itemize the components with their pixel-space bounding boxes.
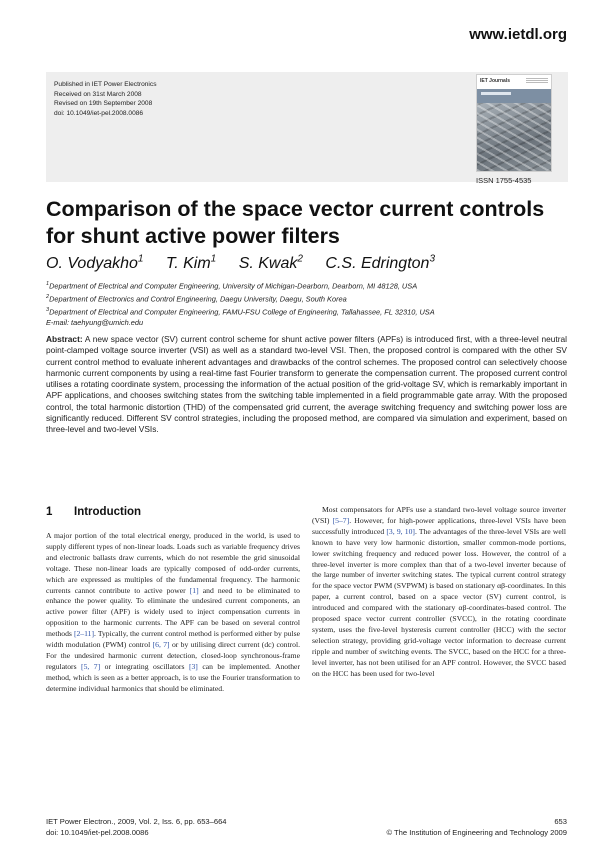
abstract [46,334,567,435]
author: O. Vodyakho$^1$ [46,254,144,273]
affiliations [46,279,435,329]
issn: ISSN 1755-4535 [476,176,532,185]
section-heading [46,506,141,518]
publication-info [54,80,157,118]
page-number: 653 [554,817,567,826]
citation-link[interactable]: [1] [189,585,199,595]
paper-title: Comparison of the space vector current controls for shunt active power filters [46,197,545,248]
citation-link[interactable]: [2–11] [73,629,95,639]
pubinfo-revised: Revised on 19th September 2008 [54,100,153,108]
pubinfo-doi: doi: 10.1049/iet-pel.2008.0086 [54,109,144,117]
copyright: © The Institution of Engineering and Technology 2009 [386,828,567,837]
abstract-label: Abstract: [46,334,83,344]
pubinfo-received: Received on 31st March 2008 [54,90,142,98]
pubinfo-journal: Published in IET Power Electronics [54,81,157,88]
site-url[interactable]: www.ietdl.org [469,26,567,43]
section-number: 1 [46,506,53,518]
footer-right [386,816,567,838]
affiliation: $^3$Department of Electrical and Computer Engineering, FAMU-FSU College of Engineering, Tallahassee, FL 32310, USA [46,307,435,317]
body-column-left [46,531,300,695]
author: C.S. Edrington$^3$ [325,254,436,273]
citation-link[interactable]: [3] [188,661,198,671]
contact-email[interactable]: E-mail: taehyung@umich.edu [46,318,144,328]
affiliation: $^1$Department of Electrical and Computer Engineering, University of Michigan-Dearborn, Dearborn, MI 48128, USA [46,281,418,291]
author: S. Kwak$^2$ [238,254,303,273]
footer-doi: doi: 10.1049/iet-pel.2008.0086 [46,828,149,837]
cover-brand: IET Journals [480,78,511,84]
citation-link[interactable]: [5, 7] [81,661,101,671]
paragraph: Most compensators for APFs use a standard two-level voltage source inverter (VSI) [5–7]. However, for high-power applications, three-level VSIs have been successfully introduced [3, 9, 10]. The advantages of the three-level VSIs are well known to have very low harmonic distortion, smaller common-mode portions, lower switching frequency and reduced power loss. However, the control of a three-level inverter is more complex than that of a two-level inverter because of the large number of inverter switching states. The typical current control strategy for the space vector PWM (SVPWM) is based on stationary αβ-coordinates. In this paper, a current control, based on a space vector (SV) current control, is introduced and compared with the stationary αβ-coordinates-based control. The proposed space vector current controller (SVCC), in the rotating coordinate system, uses the five-level hysteresis current controller (HCC) with the sector selection strategy, providing grid-voltage vector information to decrease current ripple and number of switching events. The SVCC, based on the HCC for a three-level inverter, has not been utilised for an APF control. However, the SVCC based on the HCC has been used for two-level [312,505,567,678]
author: T. Kim$^1$ [165,254,217,273]
citation-link[interactable]: [3, 9, 10] [386,526,415,536]
body-column-right [312,505,566,680]
paragraph: A major portion of the total electrical energy, produced in the world, is used to supply different types of non-linear loads. Loads such as variable frequency drives and electronic ballasts draw currents, which do not resemble the grid sinusoidal voltage. These non-linear loads are typically composed of odd-order currents, which are expressed as multiples of the fundamental frequency. The harmonic currents cannot contribute to active power [1] and need to be eliminated to enhance the power quality. To eliminate the undesired current components, an active power filter (APF) is widely used to inject compensation currents in opposition to the harmonic currents. The APF can be based on several control methods [2–11]. Typically, the current control method is performed either by pulse width modulation (PWM) control [6, 7] or by utilising direct current (dc) control. For the undesired harmonic current detection, closed-loop synchronous-frame regulators [5, 7] or integrating oscillators [3] can be implemented. Another method, which is seen as a better approach, is to use the Fourier transformation to determine individual harmonics that should be eliminated. [46,531,300,693]
journal-cover-image [476,74,552,172]
section-title: Introduction [74,506,142,518]
citation-link[interactable]: [6, 7] [152,640,170,650]
abstract-text: A new space vector (SV) current control scheme for shunt active power filters (APFs) is introduced first, with a three-level neutral point-clamped voltage source inverter (VSI) as well as a standard two-level VSI. Then, the proposed control is compared with the other SV current control method to evaluate inherent advantages and drawbacks of the control schemes. The proposed control can selectively choose harmonic current components by using a real-time fast Fourier transform to generate the compensation current. The proposed current control utilises a rotating coordinate system, processing the information of the actual position of the grid-voltage SV, which is remarkably important in APF applications, and chooses switching states from the switching table implemented in a field programmable gate array. With the proposed control, the total harmonic distortion (THD) of the compensated grid current, the average switching frequency and switching power loss are significantly reduced. Different SV control strategies, including the proposed method, are compared via simulation and experiment, based on three-level and two-level VSIs. [46,334,567,434]
journal-citation: IET Power Electron., 2009, Vol. 2, Iss. 6, pp. 653–664 [46,817,227,826]
citation-link[interactable]: [5–7] [332,515,350,525]
author-list [46,254,453,273]
footer-citation [46,816,227,838]
affiliation: $^2$Department of Electronics and Control Engineering, Daegu University, Daegu, South Korea [46,294,347,304]
